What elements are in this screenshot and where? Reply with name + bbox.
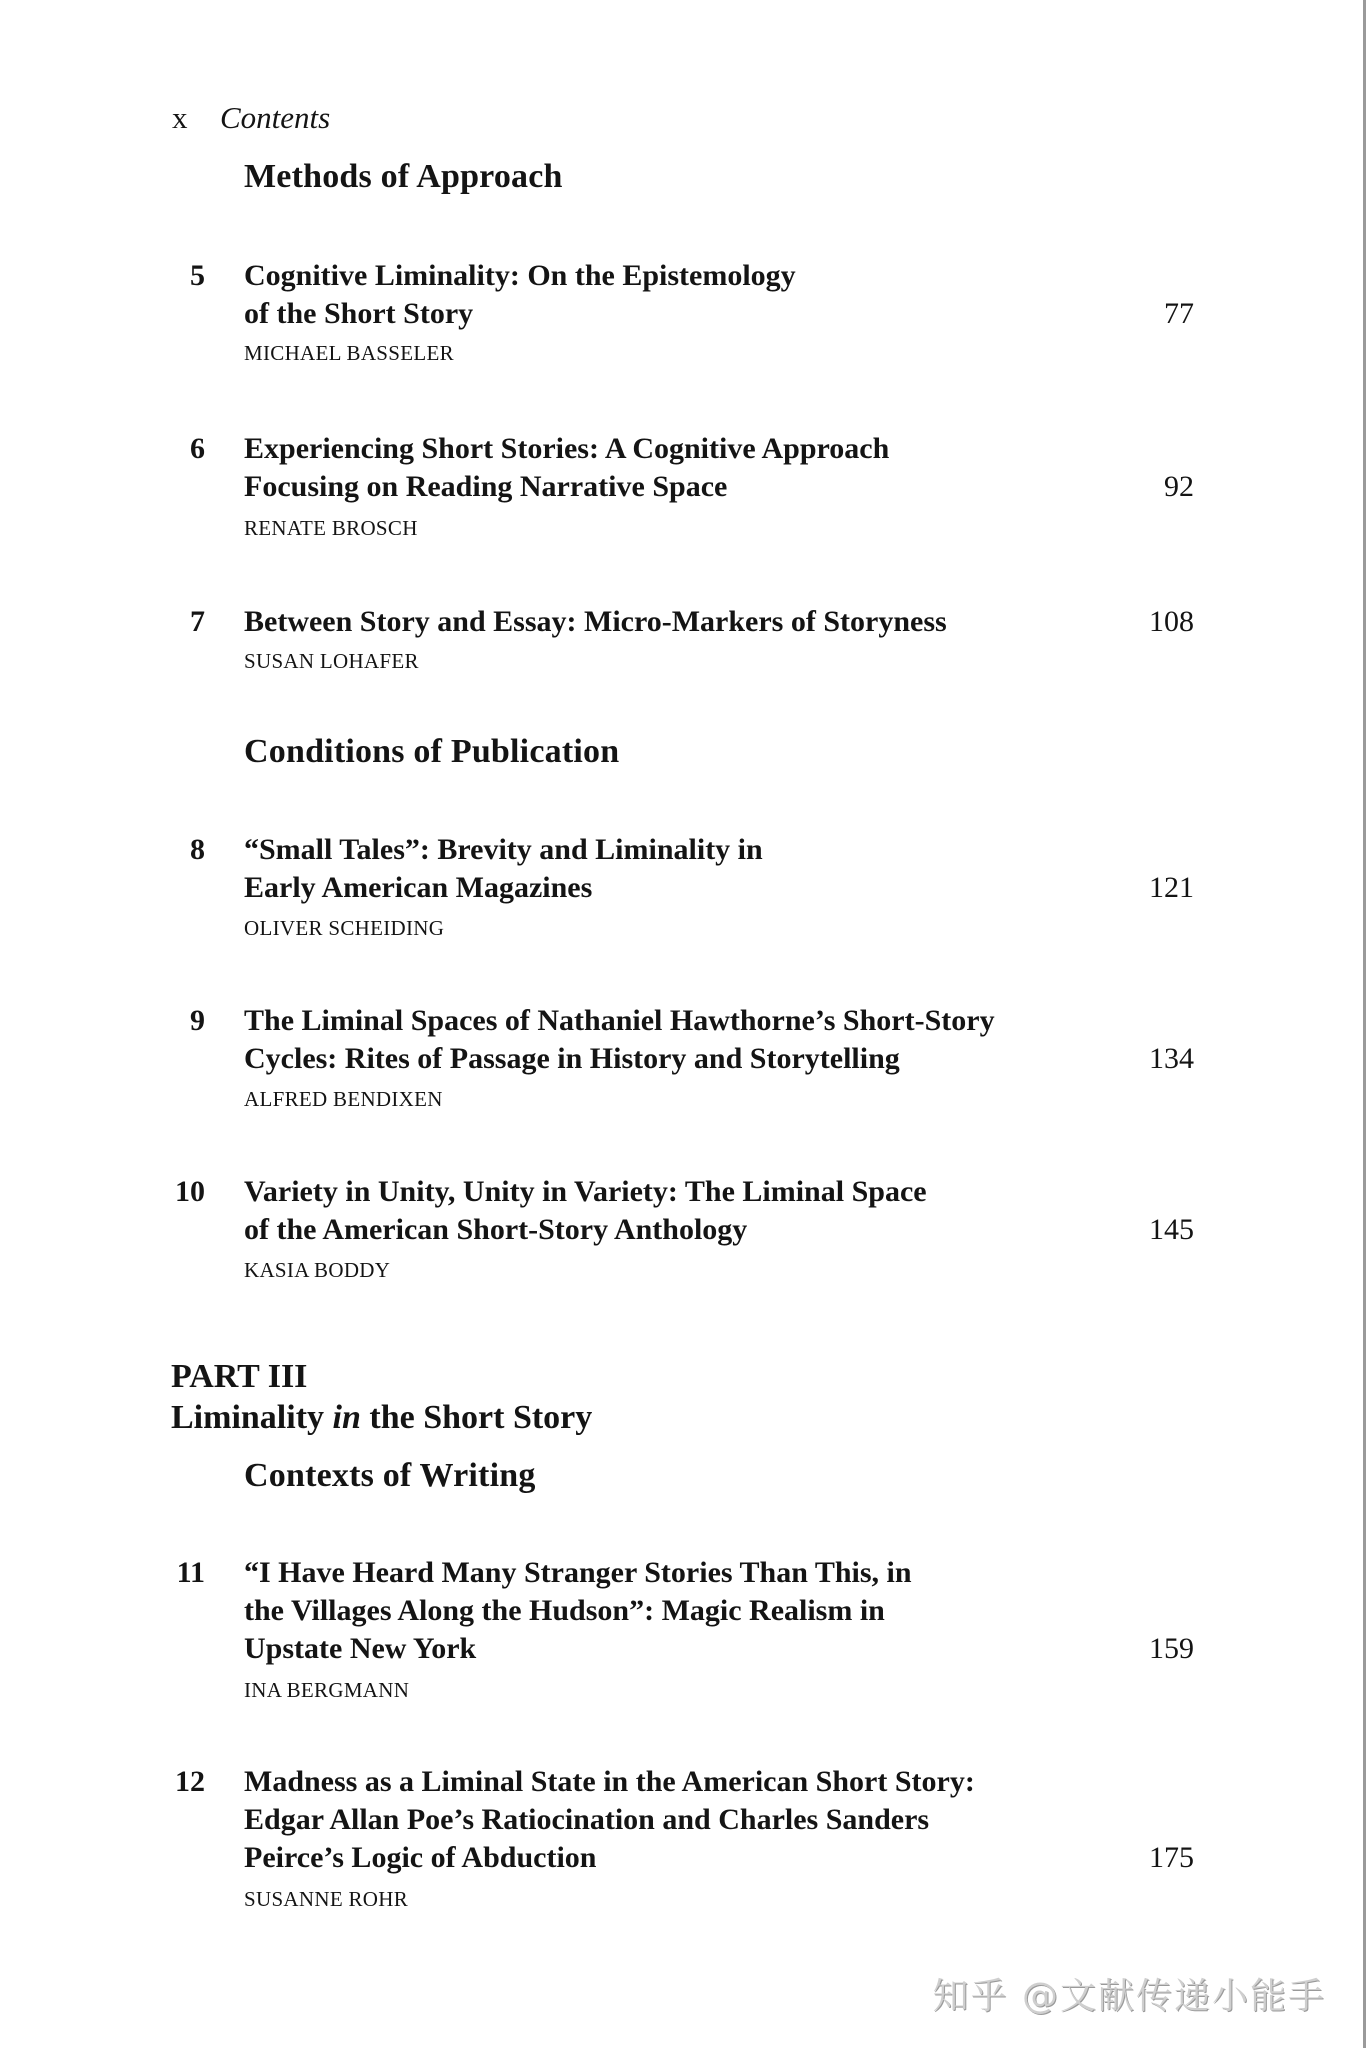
chapter-number: 8: [190, 833, 205, 866]
title-line: the Villages Along the Hudson”: Magic Realism in: [244, 1594, 885, 1627]
chapter-author: KASIA BODDY: [244, 1258, 391, 1282]
page-number: 159: [1149, 1632, 1194, 1665]
page-number: 92: [1164, 470, 1194, 503]
chapter-title: [244, 1554, 912, 1668]
title-line: The Liminal Spaces of Nathaniel Hawthorne’s Short-Story: [244, 1004, 995, 1037]
chapter-number: 9: [190, 1004, 205, 1037]
part-title-text: Liminality: [171, 1399, 333, 1436]
title-line: Upstate New York: [244, 1632, 477, 1665]
page-number: 145: [1149, 1213, 1194, 1246]
part-title: [171, 1397, 592, 1439]
chapter-number: 10: [175, 1175, 205, 1208]
title-line: Between Story and Essay: Micro-Markers of Storyness: [244, 605, 947, 638]
part-title-text: the Short Story: [360, 1399, 593, 1436]
chapter-title: [244, 831, 763, 907]
page-number: 134: [1149, 1042, 1194, 1075]
title-line: Madness as a Liminal State in the American Short Story:: [244, 1765, 975, 1798]
section-heading-conditions: Conditions of Publication: [244, 733, 620, 770]
chapter-title: [244, 430, 889, 506]
page-number: 77: [1164, 297, 1194, 330]
running-head-title: Contents: [220, 100, 331, 135]
title-line: of the Short Story: [244, 297, 474, 330]
section-heading-contexts: Contexts of Writing: [244, 1457, 536, 1494]
chapter-number: 6: [190, 432, 205, 465]
chapter-title: [244, 603, 947, 641]
chapter-title: [244, 1173, 927, 1249]
title-line: Peirce’s Logic of Abduction: [244, 1841, 597, 1874]
title-line: Variety in Unity, Unity in Variety: The Liminal Space: [244, 1175, 927, 1208]
part-title-emphasis: in: [332, 1399, 361, 1436]
watermark: 知乎 @文献传递小能手: [932, 1976, 1326, 2017]
page-number: 121: [1149, 871, 1194, 904]
chapter-author: ALFRED BENDIXEN: [244, 1087, 443, 1111]
title-line: Cognitive Liminality: On the Epistemology: [244, 259, 796, 292]
part-label: PART III: [171, 1358, 308, 1395]
page-folio: x: [172, 100, 188, 135]
title-line: Experiencing Short Stories: A Cognitive Approach: [244, 432, 890, 465]
page-number: 175: [1149, 1841, 1194, 1874]
chapter-title: [244, 1002, 995, 1078]
chapter-title: [244, 257, 796, 333]
page-number: 108: [1149, 605, 1194, 638]
title-line: Focusing on Reading Narrative Space: [244, 470, 728, 503]
title-line: “Small Tales”: Brevity and Liminality in: [244, 833, 763, 866]
chapter-number: 11: [176, 1556, 205, 1589]
chapter-number: 5: [190, 259, 205, 292]
section-heading-methods: Methods of Approach: [244, 158, 563, 195]
running-head: [172, 100, 330, 136]
title-line: Edgar Allan Poe’s Ratiocination and Charles Sanders: [244, 1803, 930, 1836]
chapter-author: MICHAEL BASSELER: [244, 341, 454, 365]
chapter-author: SUSAN LOHAFER: [244, 649, 419, 673]
title-line: of the American Short-Story Anthology: [244, 1213, 748, 1246]
chapter-title: [244, 1763, 975, 1877]
chapter-author: OLIVER SCHEIDING: [244, 916, 445, 940]
chapter-author: RENATE BROSCH: [244, 516, 418, 540]
chapter-number: 7: [190, 605, 205, 638]
title-line: “I Have Heard Many Stranger Stories Than This, in: [244, 1556, 912, 1589]
chapter-author: SUSANNE ROHR: [244, 1887, 409, 1911]
chapter-number: 12: [175, 1765, 205, 1798]
title-line: Early American Magazines: [244, 871, 593, 904]
title-line: Cycles: Rites of Passage in History and Storytelling: [244, 1042, 900, 1075]
chapter-author: INA BERGMANN: [244, 1678, 410, 1702]
